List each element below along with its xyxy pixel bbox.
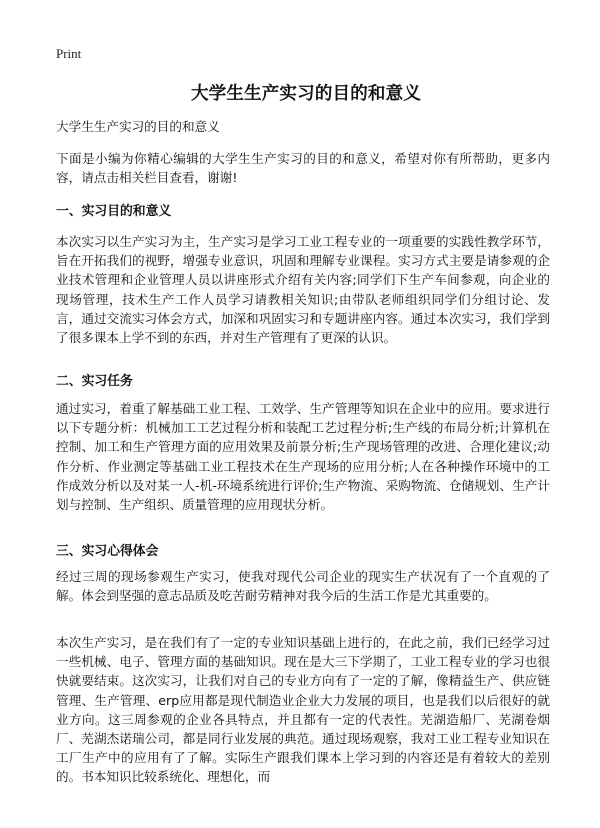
print-label[interactable]: Print — [56, 46, 82, 61]
document-title: 大学生生产实习的目的和意义 — [190, 84, 422, 104]
intro-paragraph: 下面是小编为你精心编辑的大学生生产实习的目的和意义，希望对你有所帮助，更多内容，请点击相关栏目查看，谢谢! — [56, 151, 550, 186]
section-heading-tasks: 二、实习任务 — [56, 374, 133, 389]
section-paragraph-purpose: 本次实习以生产实习为主，生产实习是学习工业工程专业的一项重要的实践性教学环节，旨在开拓我们的视野，增强专业意识，巩固和理解专业课程。实习方式主要是请参观的企业技术管理和企业管理人员以讲座形式介绍有关内容;同学们下生产车间参观，向企业的现场管理，技术生产工作人员学习请教相关知识;由带队老师组织同学们分组讨论、发言，通过交流实习体会方式，加深和巩固实习和专题讲座内容。通过本次实习，我们学到了很多课本上学不到的东西，并对生产管理有了更深的认识。 — [56, 234, 550, 346]
section-paragraph-reflections-1: 经过三周的现场参观生产实习，使我对现代公司企业的现实生产状况有了一个直观的了解。体会到坚强的意志品质及吃苦耐劳精神对我今后的生活工作是尤其重要的。 — [56, 569, 550, 604]
document-subtitle: 大学生生产实习的目的和意义 — [56, 119, 220, 134]
section-heading-purpose: 一、实习目的和意义 — [56, 204, 172, 219]
section-paragraph-tasks: 通过实习，着重了解基础工业工程、工效学、生产管理等知识在企业中的应用。要求进行以下专题分析：机械加工工艺过程分析和装配工艺过程分析;生产线的布局分析;计算机在控制、加工和生产管理方面的应用效果及前景分析;生产现场管理的改进、合理化建议;动作分析、作业测定等基础工业工程技术在生产现场的应用分析;人在各种操作环境中的工作成效分析以及对某一人-机-环境系统进行评价;生产物流、采购物流、仓储规划、生产计划与控制、生产组织、质量管理的应用现状分析。 — [56, 401, 550, 513]
section-paragraph-reflections-2: 本次生产实习，是在我们有了一定的专业知识基础上进行的，在此之前，我们已经学习过一些机械、电子、管理方面的基础知识。现在是大三下学期了，工业工程专业的学习也很快就要结束。这次实习，让我们对自己的专业方向有了一定的了解，像精益生产、供应链管理、生产管理、erp应用都是现代制造业企业大力发展的项目，也是我们以后很好的就业方向。这三周参观的企业各具特点，并且都有一定的代表性。芜湖造船厂、芜湖卷烟厂、芜湖杰诺瑞公司，都是同行业发展的典范。通过现场观察，我对工业工程专业知识在工厂生产中的应用有了了解。实际生产跟我们课本上学习到的内容还是有着较大的差别的。书本知识比较系统化、理想化，而 — [56, 635, 550, 785]
section-heading-reflections: 三、实习心得体会 — [56, 544, 159, 559]
